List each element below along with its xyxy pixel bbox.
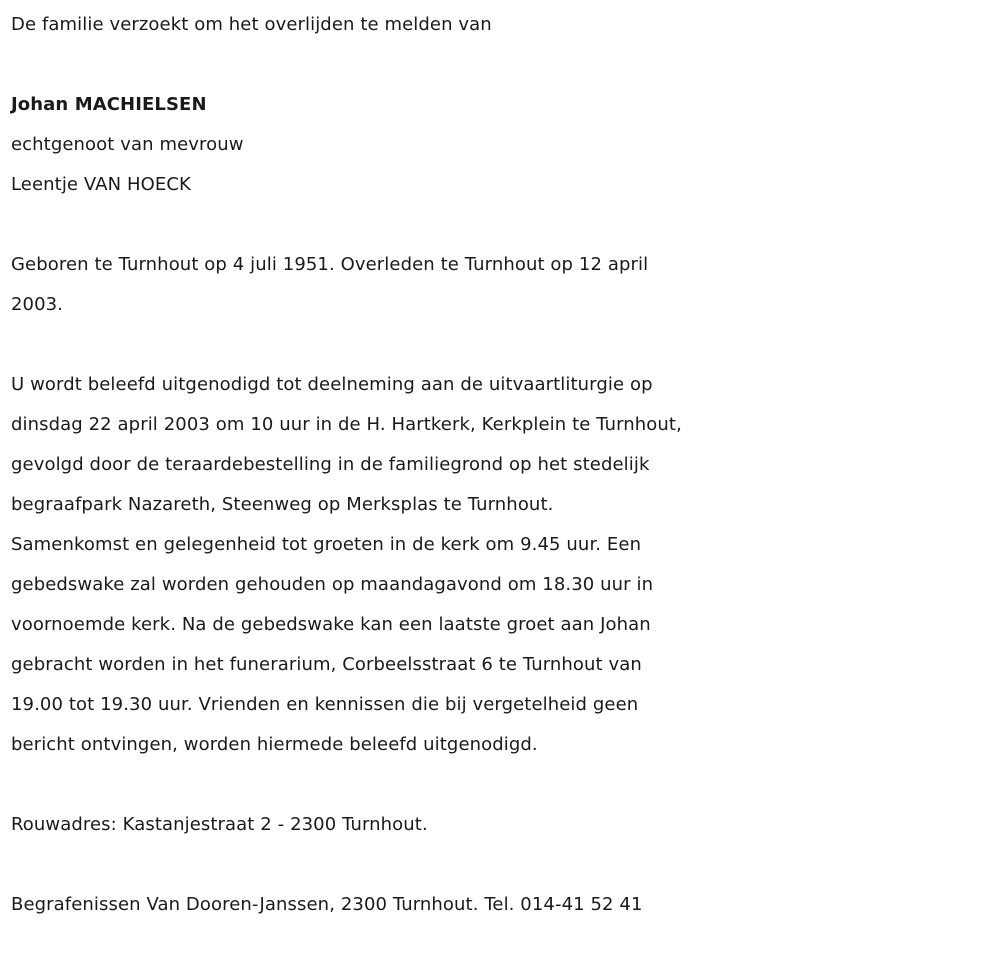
- intro-text: De familie verzoekt om het overlijden te melden van: [11, 14, 492, 35]
- text-line: 2003.: [11, 294, 64, 315]
- text-line: Samenkomst en gelegenheid tot groeten in de kerk om 9.45 uur. Een: [11, 534, 642, 555]
- text-line: U wordt beleefd uitgenodigd tot deelneming aan de uitvaartliturgie op: [11, 374, 653, 395]
- text-line: gebracht worden in het funerarium, Corbeelsstraat 6 te Turnhout van: [11, 654, 642, 675]
- spacer: [11, 765, 1000, 805]
- text-line: Geboren te Turnhout op 4 juli 1951. Overleden te Turnhout op 12 april: [11, 254, 649, 275]
- text-line: bericht ontvingen, worden hiermede beleefd uitgenodigd.: [11, 734, 538, 755]
- text-line: 19.00 tot 19.30 uur. Vrienden en kennissen die bij vergetelheid geen: [11, 694, 639, 715]
- spacer: [11, 845, 1000, 885]
- spouse-relation: echtgenoot van mevrouw: [11, 134, 244, 155]
- text-line: dinsdag 22 april 2003 om 10 uur in de H. Hartkerk, Kerkplein te Turnhout,: [11, 414, 682, 435]
- funeral-home-contact: Begrafenissen Van Dooren-Janssen, 2300 Turnhout. Tel. 014-41 52 41: [11, 894, 643, 915]
- spacer: [11, 45, 1000, 85]
- ceremony-paragraph: [11, 365, 1000, 765]
- text-line: gevolgd door de teraardebestelling in de familiegrond op het stedelijk: [11, 454, 650, 475]
- deceased-name: Johan MACHIELSEN: [11, 94, 207, 115]
- text-line: gebedswake zal worden gehouden op maandagavond om 18.30 uur in: [11, 574, 654, 595]
- text-line: voornoemde kerk. Na de gebedswake kan een laatste groet aan Johan: [11, 614, 651, 635]
- spouse-name: Leentje VAN HOECK: [11, 174, 191, 195]
- mourning-address: Rouwadres: Kastanjestraat 2 - 2300 Turnhout.: [11, 814, 428, 835]
- spacer: [11, 325, 1000, 365]
- text-line: begraafpark Nazareth, Steenweg op Merksplas te Turnhout.: [11, 494, 554, 515]
- spacer: [11, 205, 1000, 245]
- birth-death-paragraph: [11, 245, 1000, 325]
